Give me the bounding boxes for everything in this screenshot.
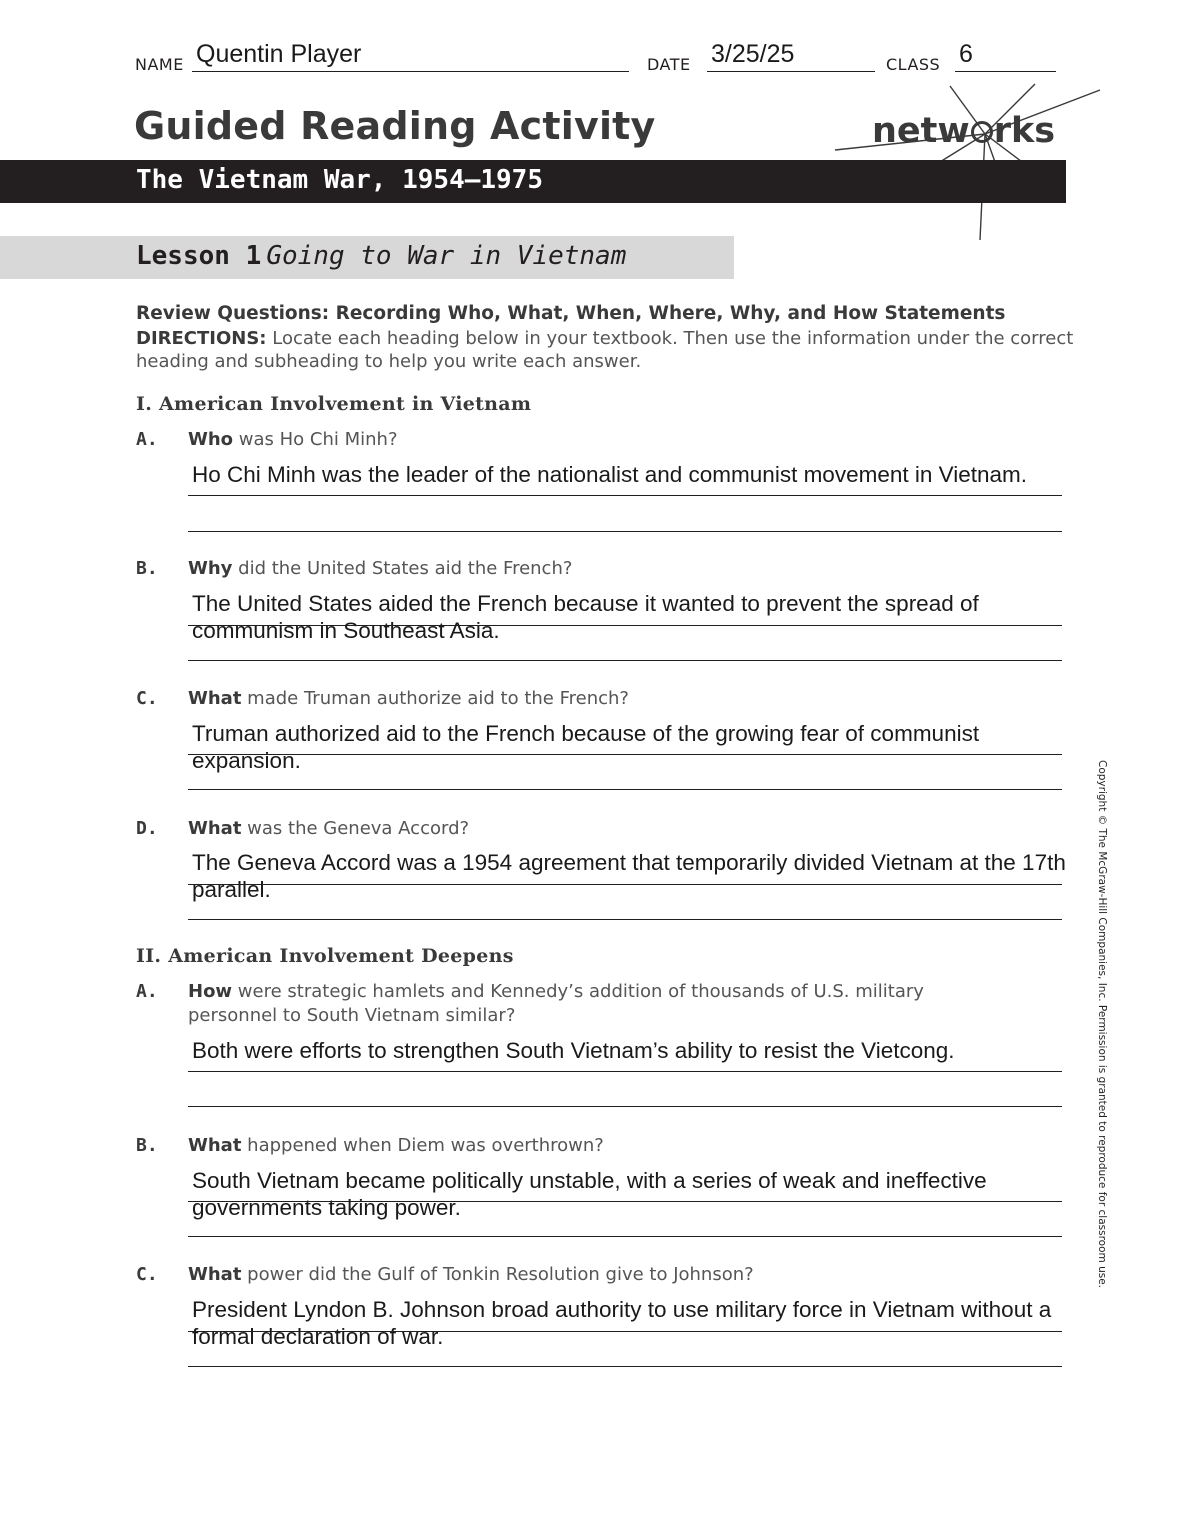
name-value[interactable]: Quentin Player	[196, 40, 362, 68]
section-heading-1: I. American Involvement in Vietnam	[136, 393, 532, 415]
page-title: Guided Reading Activity	[134, 104, 656, 148]
logo-suffix: rks	[993, 111, 1056, 151]
question-keyword: What	[188, 1264, 242, 1285]
answer-line	[188, 660, 1062, 661]
lesson-label: Lesson 1	[136, 241, 262, 271]
question-text	[188, 1134, 604, 1158]
question-letter: A.	[136, 981, 158, 1002]
question-body: was the Geneva Accord?	[247, 818, 470, 839]
question-body: power did the Gulf of Tonkin Resolution give to Johnson?	[247, 1264, 754, 1285]
date-value[interactable]: 3/25/25	[711, 40, 795, 68]
answer-line	[188, 884, 1062, 885]
question-body: was Ho Chi Minh?	[238, 429, 398, 450]
answer-text[interactable]: The United States aided the French because it wanted to prevent the spread of communism in Southeast Asia.	[192, 591, 979, 643]
answer-line	[188, 1331, 1062, 1332]
lesson-title: Going to War in Vietnam	[266, 241, 627, 271]
answer-line	[188, 531, 1062, 532]
answer-line	[188, 754, 1062, 755]
directions-text: Locate each heading below in your textbook. Then use the information under the correct heading and subheading to help you write each answer.	[136, 328, 1074, 372]
question-keyword: What	[188, 1135, 242, 1156]
answer-text[interactable]: Both were efforts to strengthen South Vietnam’s ability to resist the Vietcong.	[192, 1038, 955, 1063]
answer-text[interactable]: Ho Chi Minh was the leader of the nationalist and communist movement in Vietnam.	[192, 462, 1028, 487]
question-body: happened when Diem was overthrown?	[247, 1135, 604, 1156]
answer-line	[188, 919, 1062, 920]
question-letter: B.	[136, 558, 158, 579]
class-label: CLASS	[886, 55, 941, 74]
review-heading: Review Questions: Recording Who, What, When, Where, Why, and How Statements	[136, 303, 1006, 324]
date-line	[707, 71, 875, 72]
answer-text[interactable]: South Vietnam became politically unstable, with a series of weak and ineffective governments taking power.	[192, 1168, 987, 1220]
answer-text[interactable]: The Geneva Accord was a 1954 agreement that temporarily divided Vietnam at the 17th parallel.	[192, 850, 1066, 902]
question-body: made Truman authorize aid to the French?	[247, 688, 629, 709]
question-keyword: What	[188, 818, 242, 839]
answer-line	[188, 789, 1062, 790]
question-text	[188, 557, 572, 581]
date-label: DATE	[647, 55, 691, 74]
section-heading-2: II. American Involvement Deepens	[136, 945, 514, 967]
question-body: did the United States aid the French?	[238, 558, 573, 579]
class-value[interactable]: 6	[959, 40, 973, 68]
question-text	[188, 687, 629, 711]
question-keyword: Why	[188, 558, 233, 579]
question-body: were strategic hamlets and Kennedy’s addition of thousands of U.S. military personnel to South Vietnam similar?	[188, 981, 924, 1026]
lesson-bar	[0, 236, 734, 279]
class-line	[955, 71, 1056, 72]
question-text	[188, 428, 398, 452]
answer-line	[188, 1071, 1062, 1072]
logo-prefix: netw	[872, 111, 970, 151]
answer-line	[188, 1201, 1062, 1202]
copyright-notice: Copyright © The McGraw-Hill Companies, Inc. Permission is granted to reproduce for classroom use.	[1096, 760, 1108, 1288]
question-letter: C.	[136, 688, 158, 709]
question-text	[188, 817, 469, 841]
logo-o-icon	[971, 121, 993, 143]
answer-line	[188, 1366, 1062, 1367]
question-keyword: How	[188, 981, 233, 1002]
topic-title: The Vietnam War, 1954–1975	[136, 165, 543, 195]
question-letter: A.	[136, 429, 158, 450]
question-letter: C.	[136, 1264, 158, 1285]
question-keyword: Who	[188, 429, 234, 450]
answer-text[interactable]: President Lyndon B. Johnson broad authority to use military force in Vietnam without a formal declaration of war.	[192, 1297, 1052, 1349]
name-label: NAME	[135, 55, 184, 74]
question-letter: B.	[136, 1135, 158, 1156]
lesson-heading	[136, 241, 626, 271]
question-letter: D.	[136, 818, 158, 839]
question-keyword: What	[188, 688, 242, 709]
answer-line	[188, 625, 1062, 626]
question-text	[188, 1263, 754, 1287]
answer-line	[188, 495, 1062, 496]
topic-bar	[0, 160, 1066, 203]
answer-line	[188, 1106, 1062, 1107]
question-text	[188, 980, 1018, 1028]
name-line	[192, 71, 629, 72]
networks-logo	[872, 111, 1055, 151]
answer-line	[188, 1236, 1062, 1237]
answer-text[interactable]: Truman authorized aid to the French because of the growing fear of communist expansion.	[192, 721, 980, 773]
directions	[136, 327, 1076, 373]
directions-label: DIRECTIONS:	[136, 328, 267, 349]
